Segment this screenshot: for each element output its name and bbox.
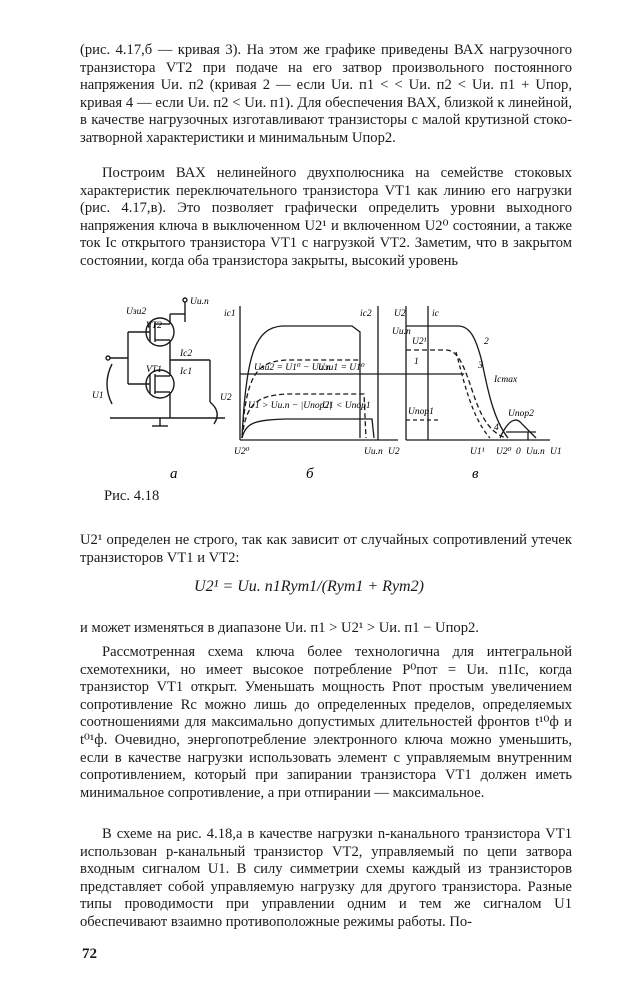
- figure-4-18: [60, 292, 580, 492]
- label-curve-4: 4: [494, 423, 499, 433]
- paragraph-5: Рассмотренная схема ключа более технологична для интегральной схемотехники, но имеет высокое потребление P⁰пот = Uи. п1Iс, когда транзистор VT1 открыт. Уменьшать мощность Pпот простым увеличением сопротивление Rс можно лишь до определенных пределов, определяемых соотношениями для максимально допустимых длительностей фронтов t¹⁰ф и t⁰¹ф. Очевидно, энергопотребление электронного ключа можно уменьшить, если в качестве нагрузки использовать элемент с управляемым внутренним сопротивлением, который при запирании транзистора VT1 должен иметь минимальное сопротивление, а при отпирании — максимальное.: [80, 644, 572, 801]
- label-curve-2: 2: [484, 337, 489, 347]
- paragraph-3: U2¹ определен не строго, так как зависит от случайных сопротивлений утечек транзисторов VT1 и VT2:: [80, 532, 572, 566]
- label-uip-c: Uи.п: [392, 327, 411, 337]
- axis-label-u2-c: U2: [394, 309, 406, 319]
- label-u-por1: Uпор1: [408, 407, 434, 417]
- label-curve-3: 3: [478, 361, 483, 371]
- page-number: 72: [82, 946, 97, 962]
- label-u-zi2: Uзи2: [126, 307, 147, 317]
- label-curve-bottom: U1 > Uи.п − |Uпор2|: [248, 401, 332, 411]
- label-curve-bottom-right: U1 < Uпор1: [322, 401, 371, 411]
- label-curve-top: Uзи2 = U1⁰ − Uи.п: [254, 363, 331, 373]
- formula: U2¹ = Uи. п1Rут1/(Rут1 + Rут2): [194, 578, 424, 595]
- label-u1-1-c: U1¹: [470, 447, 485, 457]
- graph-panel-c: [406, 306, 550, 440]
- paragraph-4: и может изменяться в диапазоне Uи. п1 > U2¹ > Uи. п1 − Uпор2.: [80, 620, 479, 636]
- panel-label-a: а: [170, 466, 178, 482]
- label-ic-max: Iсmax: [494, 375, 518, 385]
- label-uip-b: Uи.п: [364, 447, 383, 457]
- label-u20-c: U2⁰: [496, 447, 512, 457]
- paragraph-1: (рис. 4.17,б — кривая 3). На этом же графике приведены ВАХ нагрузочного транзистора VT2 при подаче на его затвор произвольного постоянного напряжения Uи. п2 (кривая 2 — если Uи. п1 < < Uи. п2 < Uи. п1 + Uпор, кривая 4 — если Uи. п2 < Uи. п1). Для обеспечения ВАХ, близкой к линейной, в качестве нагрузочных изготавливают транзисторы с малой крутизной стоко-затворной характеристики и минимальным Uпор2.: [80, 42, 572, 146]
- label-u-por2: Uпор2: [508, 409, 534, 419]
- label-i-c1: Iс1: [180, 367, 193, 377]
- label-u20-b: U2⁰: [234, 447, 250, 457]
- figure-caption: Рис. 4.18: [104, 488, 160, 504]
- label-u1-c-x: U1: [550, 447, 562, 457]
- axis-label-ic2: iс2: [360, 309, 372, 319]
- schematic-panel-a: [106, 298, 225, 426]
- label-u2-b: U2: [388, 447, 400, 457]
- panel-label-b: б: [306, 466, 314, 482]
- label-vt2: VT2: [146, 321, 162, 331]
- label-i-c2: Iс2: [180, 349, 193, 359]
- paragraph-2: Построим ВАХ нелинейного двухполюсника на семействе стоковых характеристик переключательного транзистора VT1 как линию его нагрузки (рис. 4.17,в). Это позволяет графически определить уровни выходного напряжения ключа в выключенном U2¹ и включенном U2⁰ состоянии, а также ток Iс открытого транзистора VT1 с нагрузкой VT2. Заметим, что в закрытом состоянии, когда оба транзистора закрыты, высокий уровень: [80, 165, 572, 269]
- label-u1-a: U1: [92, 391, 104, 401]
- label-uip-c-x: Uи.п: [526, 447, 545, 457]
- label-u2-1-c: U2¹: [412, 337, 427, 347]
- label-u2-a: U2: [220, 393, 232, 403]
- label-curve-1: 1: [414, 357, 419, 367]
- label-curve-top-right: Uзи1 = U1⁰: [318, 363, 365, 373]
- label-vt1: VT1: [146, 365, 162, 375]
- axis-label-ic-c: iс: [432, 309, 439, 319]
- paragraph-6: В схеме на рис. 4.18,а в качестве нагрузки n-канального транзистора VT1 использован p-канальный транзистор VT2, управляемый по цепи затвора входным сигналом U1. В силу симметрии схемы каждый из транзисторов представляет собой управляемую нагрузку для другого транзистора. Разные типы проводимости при управлении одним и тем же сигналом U1 обеспечивают взаимно противоположные режимы работы. По-: [80, 826, 572, 930]
- label-zero-c: 0: [516, 447, 521, 457]
- panel-label-c: в: [472, 466, 479, 482]
- axis-label-ic1: iс1: [224, 309, 236, 319]
- label-u-ip-a: Uи.п: [190, 297, 209, 307]
